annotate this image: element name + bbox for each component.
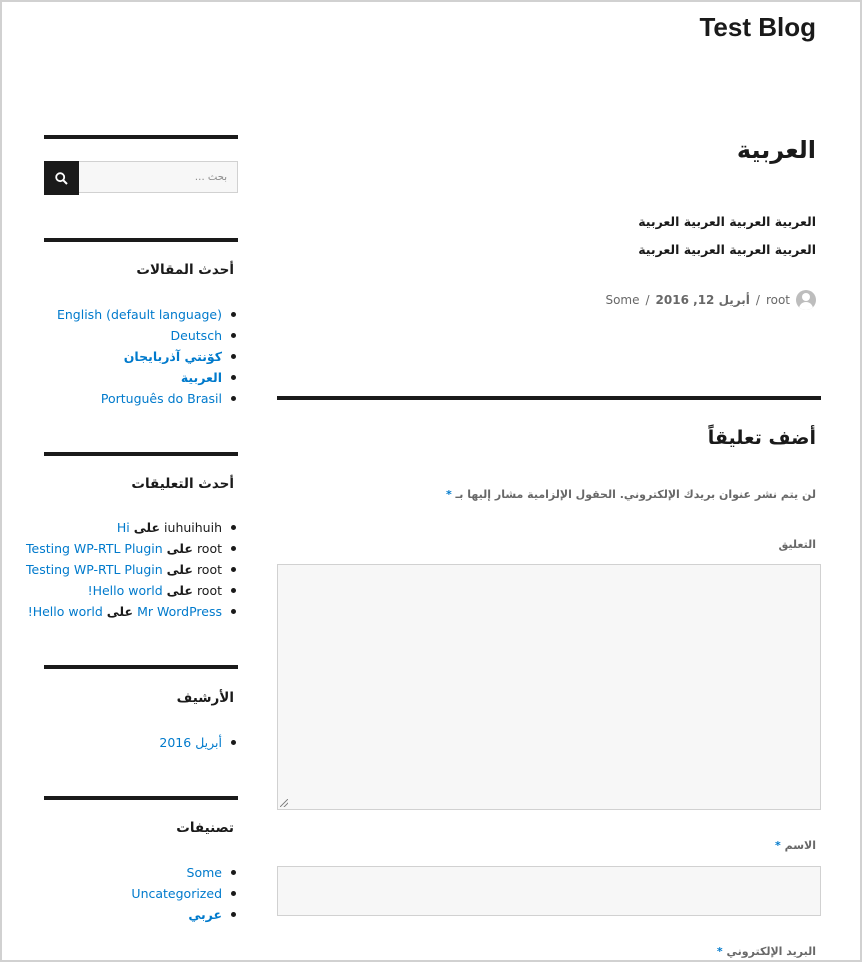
post-content <box>296 208 816 264</box>
list-item <box>44 388 238 409</box>
search-button[interactable] <box>44 161 79 195</box>
comment-post-link[interactable]: Testing WP-RTL Plugin <box>26 562 163 577</box>
resize-handle[interactable] <box>280 799 288 807</box>
list-item <box>27 601 238 622</box>
comment-label: التعليق <box>778 538 816 551</box>
categories-list <box>44 862 238 925</box>
reply-title: أضف تعليقاً <box>707 427 816 449</box>
comment-post-link[interactable]: Hello world! <box>87 583 163 598</box>
list-item <box>44 580 238 601</box>
comments-divider <box>277 396 821 400</box>
date-link[interactable]: أبريل 12, 2016 <box>655 293 750 307</box>
category-link[interactable]: Some <box>186 865 222 880</box>
category-link[interactable]: Uncategorized <box>131 886 222 901</box>
comment-textarea[interactable] <box>277 564 821 810</box>
list-item <box>44 367 238 388</box>
sidebar-divider <box>44 452 238 456</box>
list-item <box>44 883 238 904</box>
name-label <box>775 839 816 852</box>
author-link[interactable]: root <box>765 293 790 307</box>
list-item <box>44 904 238 925</box>
post-content-line: العربية العربية العربية العربية <box>638 214 816 229</box>
archives-list <box>44 732 238 753</box>
sidebar-divider <box>44 238 238 242</box>
recent-post-link[interactable]: العربية <box>180 370 222 385</box>
sidebar-divider <box>44 796 238 800</box>
comment-post-link[interactable]: Testing WP-RTL Plugin <box>26 541 163 556</box>
search-input[interactable]: بحث … <box>79 161 238 193</box>
list-item <box>26 538 238 559</box>
comment-notes-text: لن يتم نشر عنوان بريدك الإلكتروني. الحقول الإلزامية مشار إليها بـ <box>455 488 816 501</box>
sidebar-divider <box>44 665 238 669</box>
recent-comments-list <box>26 517 238 622</box>
comment-notes <box>446 488 816 501</box>
list-item <box>44 325 238 346</box>
required-mark: * <box>445 488 452 501</box>
sidebar-divider <box>44 135 238 139</box>
comment-on: على <box>166 583 193 598</box>
required-mark: * <box>774 839 781 852</box>
name-input[interactable] <box>277 866 821 916</box>
recent-post-link[interactable]: Deutsch <box>170 328 222 343</box>
list-item <box>44 517 238 538</box>
archives-title: الأرشيف <box>176 690 234 706</box>
list-item <box>44 862 238 883</box>
meta-separator: / <box>645 293 650 307</box>
comment-post-link[interactable]: Hello world! <box>27 604 103 619</box>
email-label-text: البريد الإلكتروني <box>726 945 816 958</box>
comment-author: iuhuihuih <box>164 520 222 535</box>
site-title[interactable]: Test Blog <box>699 12 816 42</box>
categories-title: تصنيفات <box>176 820 234 836</box>
list-item <box>26 559 238 580</box>
avatar <box>796 290 816 310</box>
search-icon <box>55 172 68 185</box>
recent-post-link[interactable]: English (default language) <box>56 307 222 322</box>
recent-post-link[interactable]: Português do Brasil <box>100 391 222 406</box>
archive-link[interactable]: أبريل 2016 <box>159 735 222 750</box>
post-meta <box>605 290 816 310</box>
category-link[interactable]: Some <box>605 293 640 307</box>
comment-on: على <box>166 541 193 556</box>
post-content-line: العربية العربية العربية العربية <box>638 242 816 257</box>
list-item <box>44 732 238 753</box>
comment-author: root <box>196 541 222 556</box>
comment-on: على <box>133 520 161 535</box>
recent-comments-title: أحدث التعليقات <box>131 476 234 492</box>
meta-separator: / <box>755 293 760 307</box>
comment-author-link[interactable]: Mr WordPress <box>137 604 222 619</box>
comment-author: root <box>196 583 222 598</box>
recent-posts-title: أحدث المقالات <box>136 262 234 278</box>
required-mark: * <box>716 945 723 958</box>
search-form <box>44 161 238 195</box>
recent-posts-list <box>44 304 238 409</box>
comment-on: على <box>166 562 193 577</box>
post-title[interactable]: العربية <box>736 136 816 164</box>
email-label <box>717 945 816 958</box>
category-link[interactable]: عربي <box>188 907 222 922</box>
recent-post-link[interactable]: كۆنتي آذربايجان <box>123 349 222 364</box>
comment-post-link[interactable]: Hi <box>116 520 130 535</box>
comment-on: على <box>106 604 134 619</box>
list-item <box>44 346 238 367</box>
comment-author: root <box>196 562 222 577</box>
list-item <box>44 304 238 325</box>
name-label-text: الاسم <box>784 839 816 852</box>
